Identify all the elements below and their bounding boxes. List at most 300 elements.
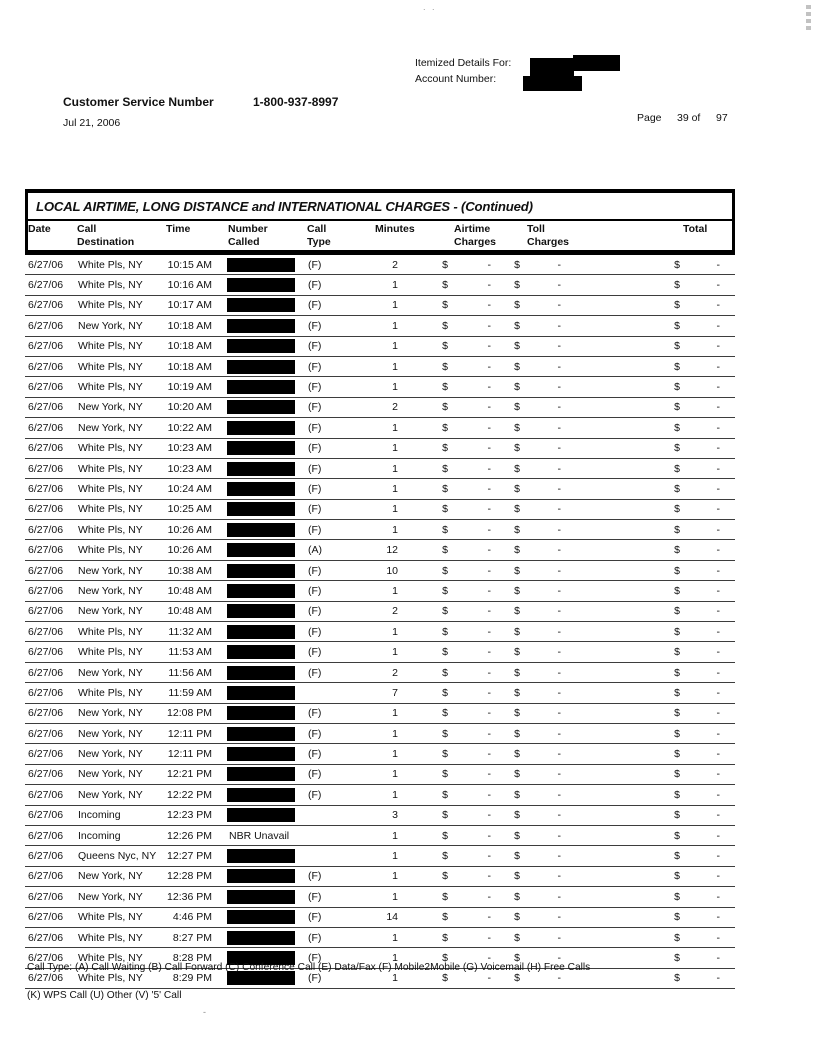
column-header-line: Called <box>228 235 260 248</box>
toll-currency-cell: $ <box>514 829 520 842</box>
airtime-currency-cell: $ <box>442 666 448 679</box>
call-date-cell: 6/27/06 <box>28 482 64 495</box>
total-currency-cell: $ <box>674 707 680 720</box>
airtime-currency-cell: $ <box>442 809 448 822</box>
toll-currency-cell: $ <box>514 748 520 761</box>
call-record-row <box>25 602 735 622</box>
total-amount-cell: - <box>716 564 720 577</box>
table-rows <box>25 255 735 989</box>
column-header-line: Destination <box>77 235 135 248</box>
total-amount-cell: - <box>716 951 720 964</box>
toll-currency-cell: $ <box>514 788 520 801</box>
call-destination-cell: New York, NY <box>78 319 143 332</box>
toll-amount-cell: - <box>557 482 561 495</box>
call-record-row <box>25 622 735 642</box>
call-record-row <box>25 275 735 295</box>
call-destination-cell: White Pls, NY <box>78 646 143 659</box>
redacted-number-bar <box>227 441 295 455</box>
total-currency-cell: $ <box>674 951 680 964</box>
customer-service-label: Customer Service Number <box>63 95 214 109</box>
call-time-cell: 10:15 AM <box>167 258 212 271</box>
call-destination-cell: White Pls, NY <box>78 462 143 475</box>
number-called-cell <box>212 564 303 578</box>
column-header-toll-charges <box>527 223 569 248</box>
call-record-row <box>25 744 735 764</box>
call-type-cell: (F) <box>308 523 322 536</box>
toll-currency-cell: $ <box>514 727 520 740</box>
toll-amount-cell: - <box>557 768 561 781</box>
number-called-cell <box>212 808 303 822</box>
column-header-total <box>683 223 707 236</box>
total-amount-cell: - <box>716 809 720 822</box>
toll-amount-cell: - <box>557 564 561 577</box>
column-header-line: Minutes <box>375 223 415 235</box>
call-time-cell: 8:27 PM <box>172 931 212 944</box>
call-destination-cell: New York, NY <box>78 584 143 597</box>
redacted-number-bar <box>227 931 295 945</box>
number-called-cell <box>212 767 303 781</box>
column-header-line: Number <box>228 223 268 235</box>
call-record-row <box>25 561 735 581</box>
total-currency-cell: $ <box>674 401 680 414</box>
call-destination-cell: White Pls, NY <box>78 544 143 557</box>
call-record-row <box>25 377 735 397</box>
column-header-line: Call <box>307 223 327 235</box>
airtime-currency-cell: $ <box>442 319 448 332</box>
toll-currency-cell: $ <box>514 931 520 944</box>
airtime-amount-cell: - <box>487 605 491 618</box>
minutes-cell: 1 <box>392 421 398 434</box>
toll-currency-cell: $ <box>514 340 520 353</box>
airtime-amount-cell: - <box>487 564 491 577</box>
total-amount-cell: - <box>716 544 720 557</box>
redacted-number-bar <box>227 400 295 414</box>
number-called-cell <box>212 462 303 476</box>
minutes-cell: 1 <box>392 931 398 944</box>
total-amount-cell: - <box>716 850 720 863</box>
toll-currency-cell: $ <box>514 625 520 638</box>
toll-currency-cell: $ <box>514 482 520 495</box>
minutes-cell: 1 <box>392 890 398 903</box>
redacted-number-bar <box>227 686 295 700</box>
toll-currency-cell: $ <box>514 381 520 394</box>
airtime-currency-cell: $ <box>442 401 448 414</box>
call-time-cell: 11:53 AM <box>168 646 212 659</box>
minutes-cell: 1 <box>392 381 398 394</box>
call-record-row <box>25 704 735 724</box>
airtime-currency-cell: $ <box>442 890 448 903</box>
toll-currency-cell: $ <box>514 666 520 679</box>
toll-amount-cell: - <box>557 299 561 312</box>
total-amount-cell: - <box>716 686 720 699</box>
minutes-cell: 3 <box>392 809 398 822</box>
airtime-amount-cell: - <box>487 544 491 557</box>
airtime-currency-cell: $ <box>442 707 448 720</box>
call-destination-cell: White Pls, NY <box>78 381 143 394</box>
airtime-amount-cell: - <box>487 482 491 495</box>
total-currency-cell: $ <box>674 870 680 883</box>
airtime-amount-cell: - <box>487 319 491 332</box>
toll-currency-cell: $ <box>514 544 520 557</box>
total-currency-cell: $ <box>674 564 680 577</box>
airtime-currency-cell: $ <box>442 421 448 434</box>
total-amount-cell: - <box>716 299 720 312</box>
call-time-cell: 12:28 PM <box>167 870 212 883</box>
toll-currency-cell: $ <box>514 646 520 659</box>
number-called-cell <box>212 931 303 945</box>
airtime-amount-cell: - <box>487 911 491 924</box>
airtime-currency-cell: $ <box>442 748 448 761</box>
call-date-cell: 6/27/06 <box>28 809 64 822</box>
airtime-amount-cell: - <box>487 788 491 801</box>
account-number-label: Account Number: <box>415 73 497 85</box>
call-record-row <box>25 357 735 377</box>
call-type-cell: (F) <box>308 258 322 271</box>
call-time-cell: 12:23 PM <box>167 809 212 822</box>
total-currency-cell: $ <box>674 258 680 271</box>
call-date-cell: 6/27/06 <box>28 381 64 394</box>
number-called-cell <box>212 666 303 680</box>
total-amount-cell: - <box>716 707 720 720</box>
total-amount-cell: - <box>716 911 720 924</box>
total-amount-cell: - <box>716 401 720 414</box>
toll-currency-cell: $ <box>514 401 520 414</box>
call-destination-cell: White Pls, NY <box>78 340 143 353</box>
minutes-cell: 1 <box>392 340 398 353</box>
redacted-number-bar <box>227 788 295 802</box>
toll-currency-cell: $ <box>514 850 520 863</box>
call-type-cell: (F) <box>308 299 322 312</box>
call-date-cell: 6/27/06 <box>28 829 64 842</box>
minutes-cell: 1 <box>392 870 398 883</box>
toll-currency-cell: $ <box>514 951 520 964</box>
scan-artifact-top-dots: . . <box>423 2 437 12</box>
call-type-cell: (F) <box>308 911 322 924</box>
call-time-cell: 4:46 PM <box>172 911 212 924</box>
call-destination-cell: White Pls, NY <box>78 503 143 516</box>
airtime-currency-cell: $ <box>442 482 448 495</box>
redacted-number-bar <box>227 523 295 537</box>
number-called-cell <box>212 910 303 924</box>
toll-amount-cell: - <box>557 788 561 801</box>
call-date-cell: 6/27/06 <box>28 972 64 985</box>
minutes-cell: 1 <box>392 727 398 740</box>
call-type-cell: (F) <box>308 564 322 577</box>
redacted-number-bar <box>227 462 295 476</box>
call-record-row <box>25 765 735 785</box>
toll-amount-cell: - <box>557 809 561 822</box>
redacted-number-bar <box>227 849 295 863</box>
minutes-cell: 1 <box>392 503 398 516</box>
airtime-currency-cell: $ <box>442 911 448 924</box>
total-currency-cell: $ <box>674 850 680 863</box>
toll-currency-cell: $ <box>514 890 520 903</box>
call-destination-cell: White Pls, NY <box>78 442 143 455</box>
call-time-cell: 10:18 AM <box>167 360 212 373</box>
call-destination-cell: White Pls, NY <box>78 686 143 699</box>
call-type-cell: (F) <box>308 462 322 475</box>
total-currency-cell: $ <box>674 625 680 638</box>
toll-amount-cell: - <box>557 829 561 842</box>
call-destination-cell: New York, NY <box>78 768 143 781</box>
toll-amount-cell: - <box>557 503 561 516</box>
airtime-amount-cell: - <box>487 748 491 761</box>
total-amount-cell: - <box>716 381 720 394</box>
minutes-cell: 2 <box>392 666 398 679</box>
total-amount-cell: - <box>716 870 720 883</box>
total-amount-cell: - <box>716 279 720 292</box>
total-currency-cell: $ <box>674 340 680 353</box>
toll-amount-cell: - <box>557 360 561 373</box>
number-called-cell <box>212 298 303 312</box>
redacted-number-bar <box>227 666 295 680</box>
column-header-date <box>28 223 51 236</box>
number-called-cell <box>212 727 303 741</box>
column-header-line: Call <box>77 223 97 235</box>
airtime-amount-cell: - <box>487 686 491 699</box>
airtime-currency-cell: $ <box>442 299 448 312</box>
call-date-cell: 6/27/06 <box>28 686 64 699</box>
total-amount-cell: - <box>716 523 720 536</box>
call-time-cell: 12:26 PM <box>167 829 212 842</box>
airtime-currency-cell: $ <box>442 768 448 781</box>
total-amount-cell: - <box>716 258 720 271</box>
total-amount-cell: - <box>716 462 720 475</box>
airtime-amount-cell: - <box>487 809 491 822</box>
airtime-amount-cell: - <box>487 584 491 597</box>
column-header-line: Type <box>307 235 331 248</box>
call-type-cell: (F) <box>308 748 322 761</box>
call-type-cell: (F) <box>308 605 322 618</box>
call-record-row <box>25 806 735 826</box>
redacted-number-bar <box>227 971 295 985</box>
redacted-customer-name-bar <box>530 58 574 77</box>
call-type-cell: (F) <box>308 442 322 455</box>
airtime-currency-cell: $ <box>442 381 448 394</box>
redacted-number-bar <box>227 360 295 374</box>
call-destination-cell: White Pls, NY <box>78 360 143 373</box>
redacted-number-bar <box>227 747 295 761</box>
minutes-cell: 1 <box>392 951 398 964</box>
column-header-line: Date <box>28 223 51 235</box>
call-date-cell: 6/27/06 <box>28 646 64 659</box>
call-date-cell: 6/27/06 <box>28 870 64 883</box>
call-type-legend-line2: (K) WPS Call (U) Other (V) '5' Call <box>27 990 182 1001</box>
number-called-cell <box>212 849 303 863</box>
airtime-currency-cell: $ <box>442 584 448 597</box>
toll-currency-cell: $ <box>514 319 520 332</box>
airtime-currency-cell: $ <box>442 360 448 373</box>
toll-currency-cell: $ <box>514 279 520 292</box>
airtime-currency-cell: $ <box>442 870 448 883</box>
column-header-call-destination <box>77 223 134 248</box>
call-type-cell: (F) <box>308 340 322 353</box>
number-called-cell <box>212 971 303 985</box>
number-called-cell <box>212 830 303 842</box>
toll-currency-cell: $ <box>514 258 520 271</box>
toll-amount-cell: - <box>557 258 561 271</box>
call-time-cell: 10:18 AM <box>167 340 212 353</box>
call-destination-cell: New York, NY <box>78 421 143 434</box>
call-time-cell: 12:11 PM <box>167 727 212 740</box>
toll-currency-cell: $ <box>514 870 520 883</box>
call-type-cell: (F) <box>308 360 322 373</box>
airtime-currency-cell: $ <box>442 462 448 475</box>
minutes-cell: 1 <box>392 625 398 638</box>
number-called-cell <box>212 645 303 659</box>
number-called-cell <box>212 502 303 516</box>
toll-currency-cell: $ <box>514 809 520 822</box>
call-type-cell: (F) <box>308 279 322 292</box>
total-amount-cell: - <box>716 890 720 903</box>
call-record-row <box>25 500 735 520</box>
number-called-cell <box>212 788 303 802</box>
toll-amount-cell: - <box>557 666 561 679</box>
airtime-amount-cell: - <box>487 523 491 536</box>
redacted-number-bar <box>227 910 295 924</box>
redacted-number-bar <box>227 584 295 598</box>
call-type-cell: (F) <box>308 666 322 679</box>
redacted-account-number-bar <box>523 76 582 91</box>
minutes-cell: 1 <box>392 584 398 597</box>
call-destination-cell: New York, NY <box>78 666 143 679</box>
call-time-cell: 10:48 AM <box>167 605 212 618</box>
total-currency-cell: $ <box>674 381 680 394</box>
airtime-amount-cell: - <box>487 951 491 964</box>
airtime-currency-cell: $ <box>442 727 448 740</box>
call-type-cell: (A) <box>308 544 322 557</box>
airtime-amount-cell: - <box>487 768 491 781</box>
toll-currency-cell: $ <box>514 421 520 434</box>
call-destination-cell: White Pls, NY <box>78 482 143 495</box>
column-header-line: Toll <box>527 223 545 235</box>
total-amount-cell: - <box>716 768 720 781</box>
toll-currency-cell: $ <box>514 360 520 373</box>
airtime-amount-cell: - <box>487 850 491 863</box>
toll-amount-cell: - <box>557 646 561 659</box>
total-currency-cell: $ <box>674 462 680 475</box>
total-currency-cell: $ <box>674 442 680 455</box>
total-currency-cell: $ <box>674 523 680 536</box>
total-currency-cell: $ <box>674 421 680 434</box>
redacted-number-bar <box>227 339 295 353</box>
redacted-number-bar <box>227 482 295 496</box>
total-currency-cell: $ <box>674 279 680 292</box>
total-currency-cell: $ <box>674 584 680 597</box>
airtime-currency-cell: $ <box>442 686 448 699</box>
page-label: Page <box>637 112 662 124</box>
toll-amount-cell: - <box>557 381 561 394</box>
toll-amount-cell: - <box>557 972 561 985</box>
number-called-cell <box>212 278 303 292</box>
airtime-amount-cell: - <box>487 870 491 883</box>
call-record-row <box>25 479 735 499</box>
minutes-cell: 1 <box>392 462 398 475</box>
total-currency-cell: $ <box>674 788 680 801</box>
call-type-cell: (F) <box>308 401 322 414</box>
call-date-cell: 6/27/06 <box>28 931 64 944</box>
call-date-cell: 6/27/06 <box>28 951 64 964</box>
call-record-row <box>25 581 735 601</box>
table-header-row <box>25 221 735 255</box>
number-called-cell <box>212 543 303 557</box>
scan-artifact-edge-mark <box>806 5 811 31</box>
airtime-currency-cell: $ <box>442 564 448 577</box>
total-currency-cell: $ <box>674 360 680 373</box>
toll-amount-cell: - <box>557 340 561 353</box>
airtime-amount-cell: - <box>487 299 491 312</box>
number-unavailable-text: NBR Unavail <box>229 829 290 842</box>
call-type-cell: (F) <box>308 421 322 434</box>
airtime-currency-cell: $ <box>442 646 448 659</box>
minutes-cell: 1 <box>392 360 398 373</box>
redacted-number-bar <box>227 319 295 333</box>
redacted-number-bar <box>227 278 295 292</box>
number-called-cell <box>212 258 303 272</box>
minutes-cell: 1 <box>392 972 398 985</box>
call-record-row <box>25 908 735 928</box>
airtime-currency-cell: $ <box>442 340 448 353</box>
total-currency-cell: $ <box>674 299 680 312</box>
total-currency-cell: $ <box>674 686 680 699</box>
minutes-cell: 2 <box>392 258 398 271</box>
call-type-cell: (F) <box>308 707 322 720</box>
total-amount-cell: - <box>716 503 720 516</box>
airtime-amount-cell: - <box>487 972 491 985</box>
call-destination-cell: White Pls, NY <box>78 279 143 292</box>
total-currency-cell: $ <box>674 748 680 761</box>
minutes-cell: 1 <box>392 442 398 455</box>
airtime-currency-cell: $ <box>442 850 448 863</box>
call-time-cell: 12:36 PM <box>167 890 212 903</box>
airtime-currency-cell: $ <box>442 279 448 292</box>
minutes-cell: 1 <box>392 319 398 332</box>
airtime-amount-cell: - <box>487 625 491 638</box>
call-destination-cell: New York, NY <box>78 870 143 883</box>
total-currency-cell: $ <box>674 931 680 944</box>
airtime-currency-cell: $ <box>442 788 448 801</box>
toll-currency-cell: $ <box>514 707 520 720</box>
redacted-number-bar <box>227 625 295 639</box>
call-type-cell: (F) <box>308 625 322 638</box>
minutes-cell: 1 <box>392 788 398 801</box>
minutes-cell: 1 <box>392 768 398 781</box>
call-destination-cell: New York, NY <box>78 564 143 577</box>
redacted-number-bar <box>227 502 295 516</box>
call-record-row <box>25 642 735 662</box>
airtime-amount-cell: - <box>487 340 491 353</box>
call-date-cell: 6/27/06 <box>28 462 64 475</box>
call-type-cell: (F) <box>308 931 322 944</box>
toll-amount-cell: - <box>557 727 561 740</box>
total-currency-cell: $ <box>674 544 680 557</box>
redacted-number-bar <box>227 706 295 720</box>
column-header-line: Airtime <box>454 223 491 235</box>
toll-amount-cell: - <box>557 421 561 434</box>
minutes-cell: 1 <box>392 299 398 312</box>
number-called-cell <box>212 584 303 598</box>
call-date-cell: 6/27/06 <box>28 768 64 781</box>
toll-amount-cell: - <box>557 401 561 414</box>
call-record-row <box>25 867 735 887</box>
call-time-cell: 10:17 AM <box>167 299 212 312</box>
airtime-amount-cell: - <box>487 503 491 516</box>
column-header-line: Total <box>683 223 708 235</box>
minutes-cell: 1 <box>392 279 398 292</box>
call-record-row <box>25 928 735 948</box>
call-type-cell: (F) <box>308 768 322 781</box>
toll-currency-cell: $ <box>514 686 520 699</box>
